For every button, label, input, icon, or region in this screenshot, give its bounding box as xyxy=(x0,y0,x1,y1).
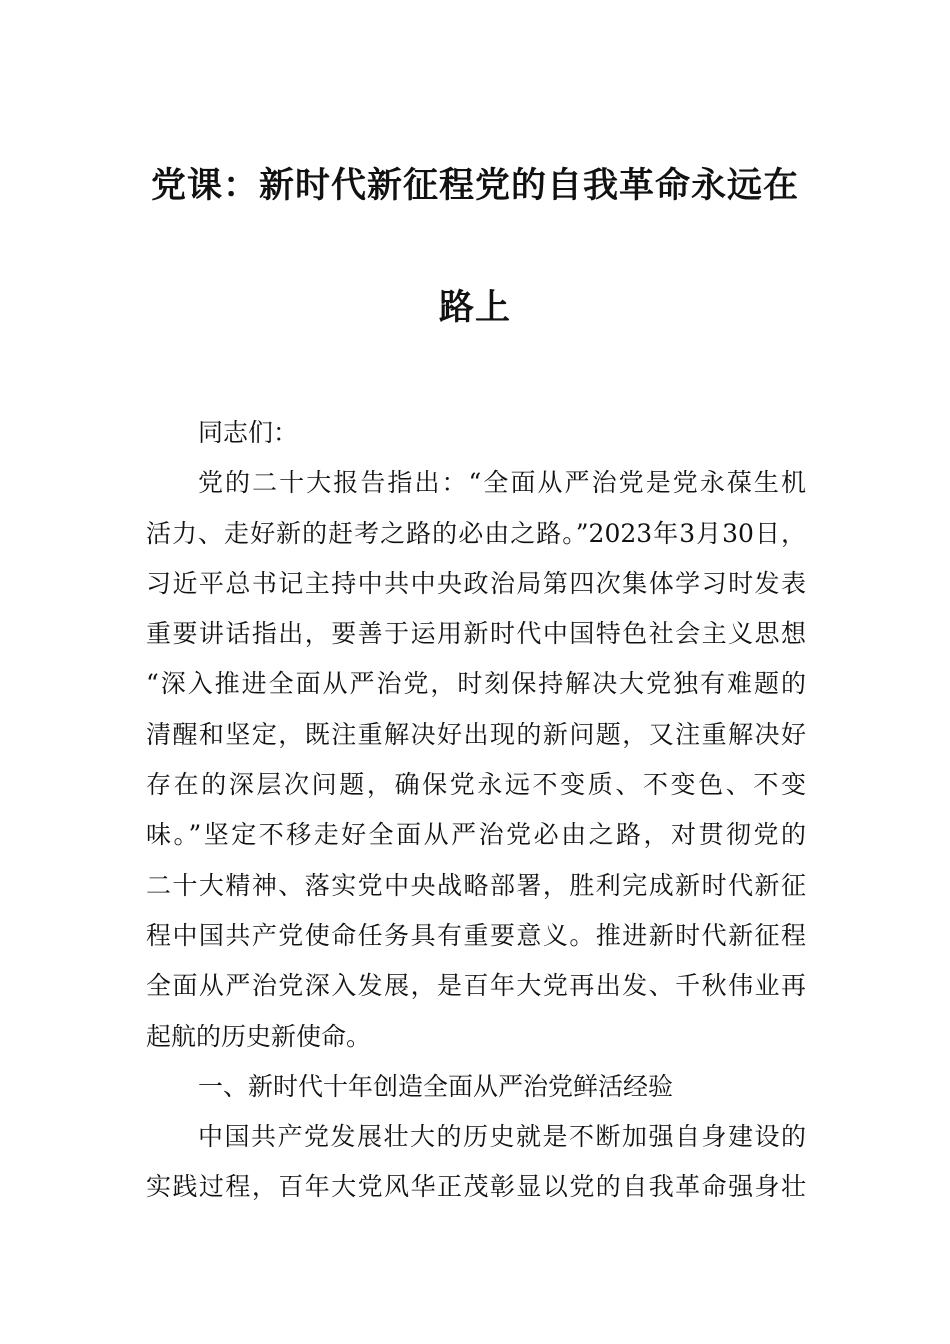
salutation: 同志们： xyxy=(198,418,299,447)
paragraph-2-line: 实践过程，百年大党风华正茂彰显以党的自我革命强身壮 xyxy=(146,1172,806,1202)
section-heading-1: 一、新时代十年创造全面从严治党鲜活经验 xyxy=(198,1071,674,1101)
paragraph-1-line: 味。”坚定不移走好全面从严治党必由之路，对贯彻党的 xyxy=(146,820,806,850)
paragraph-1-line: 清醒和坚定，既注重解决好出现的新问题，又注重解决好 xyxy=(146,719,806,749)
paragraph-1-line: 重要讲话指出，要善于运用新时代中国特色社会主义思想 xyxy=(146,619,806,649)
paragraph-1-line: 习近平总书记主持中共中央政治局第四次集体学习时发表 xyxy=(146,568,806,598)
document-title-line-1: 党课：新时代新征程党的自我革命永远在 xyxy=(150,166,799,206)
paragraph-1-line: 二十大精神、落实党中央战略部署，胜利完成新时代新征 xyxy=(146,870,806,900)
paragraph-1-line: 存在的深层次问题，确保党永远不变质、不变色、不变 xyxy=(146,770,806,800)
paragraph-1-line: 活力、走好新的赶考之路的必由之路。”2023年3月30日， xyxy=(146,518,806,548)
paragraph-1-line: 起航的历史新使命。 xyxy=(146,1021,372,1051)
paragraph-1-line: 程中国共产党使命任务具有重要意义。推进新时代新征程 xyxy=(146,920,806,950)
paragraph-1-line: 全面从严治党深入发展，是百年大党再出发、千秋伟业再 xyxy=(146,971,806,1001)
document-title-line-2: 路上 xyxy=(438,288,511,328)
paragraph-1-line: “深入推进全面从严治党，时刻保持解决大党独有难题的 xyxy=(146,669,806,699)
paragraph-1-line: 党的二十大报告指出：“全面从严治党是党永葆生机 xyxy=(198,468,806,498)
paragraph-2-line: 中国共产党发展壮大的历史就是不断加强自身建设的 xyxy=(198,1122,806,1152)
document-body xyxy=(146,408,806,1213)
